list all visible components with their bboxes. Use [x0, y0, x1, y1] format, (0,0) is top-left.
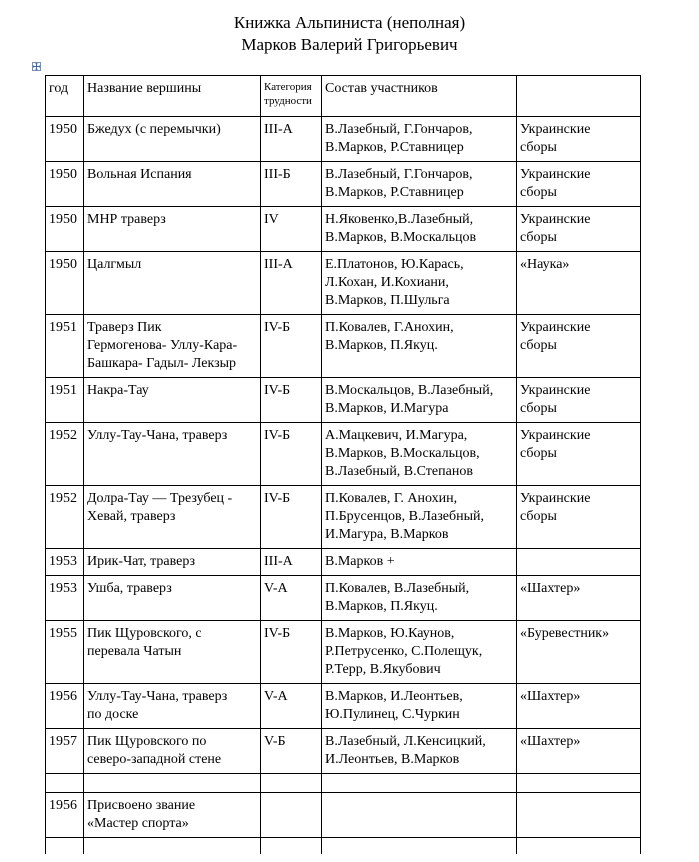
- table-row: [46, 684, 641, 729]
- cell-org-line: Украинские: [520, 383, 591, 398]
- cell-peak: [84, 684, 261, 729]
- table-row: [46, 423, 641, 486]
- cell-peak: [84, 486, 261, 549]
- cell-team-line: В.Марков, В.Москальцов: [325, 230, 477, 245]
- cell-org-line: сборы: [520, 230, 557, 245]
- document-title: Книжка Альпиниста (неполная): [233, 13, 466, 32]
- table-row: [46, 621, 641, 684]
- cell-peak-line: Хевай, траверз: [87, 509, 176, 524]
- table-row: [46, 486, 641, 549]
- cell-team-line: В.Лазебный, В.Степанов: [325, 464, 473, 479]
- award-text-line: «Мастер спорта»: [87, 816, 189, 831]
- cell-org-line: Украинские: [520, 212, 591, 227]
- cell-peak-line: Гермогенова- Уллу-Кара-: [87, 338, 238, 353]
- trailing-row: [46, 838, 641, 855]
- cell-org: [517, 423, 641, 486]
- cell-team-line: В.Лазебный, Л.Кенсицкий,: [325, 734, 486, 749]
- cell-peak-line: Долра-Тау — Трезубец -: [87, 491, 233, 506]
- cell-org-line: Украинские: [520, 428, 591, 443]
- cell-org: [517, 315, 641, 378]
- cell-peak: [84, 162, 261, 207]
- empty-cell: [46, 774, 84, 793]
- cell-team: [322, 684, 517, 729]
- cell-peak: [84, 549, 261, 576]
- cell-peak-line: Пик Щуровского по: [87, 734, 207, 749]
- award-text-line: Присвоено звание: [87, 798, 196, 813]
- cell-category: III-А: [261, 252, 322, 315]
- empty-cell: [261, 838, 322, 855]
- cell-org-line: сборы: [520, 401, 557, 416]
- cell-org-line: «Шахтер»: [520, 581, 581, 596]
- cell-year: 1953: [46, 576, 84, 621]
- table-row: [46, 162, 641, 207]
- cell-team: [322, 423, 517, 486]
- cell-org: [517, 378, 641, 423]
- cell-org: [517, 549, 641, 576]
- empty-cell: [517, 774, 641, 793]
- cell-peak: [84, 621, 261, 684]
- cell-org-line: Украинские: [520, 167, 591, 182]
- cell-org-line: «Шахтер»: [520, 689, 581, 704]
- cell-team-line: В.Марков, Р.Ставницер: [325, 140, 464, 155]
- cell-team-line: В.Марков, П.Якуц.: [325, 599, 438, 614]
- empty-cell: [84, 774, 261, 793]
- cell-team: [322, 162, 517, 207]
- cell-org: [517, 486, 641, 549]
- cell-category: IV-Б: [261, 486, 322, 549]
- cell-org-line: Украинские: [520, 320, 591, 335]
- cell-team-line: Л.Кохан, И.Кохиани,: [325, 275, 449, 290]
- table-row: [46, 207, 641, 252]
- cell-org-line: Украинские: [520, 491, 591, 506]
- cell-peak-line: МНР траверз: [87, 212, 166, 227]
- cell-year: 1955: [46, 621, 84, 684]
- climbing-log-table: [45, 75, 641, 854]
- header-peak: Название вершины: [84, 76, 261, 117]
- cell-org: [517, 729, 641, 774]
- empty-cell: [322, 838, 517, 855]
- cell-team: [322, 486, 517, 549]
- cell-team-line: А.Мацкевич, И.Магура,: [325, 428, 468, 443]
- cell-team-line: П.Брусенцов, В.Лазебный,: [325, 509, 484, 524]
- empty-cell: [261, 774, 322, 793]
- header-category-line1: Категория: [264, 81, 312, 93]
- cell-peak: [84, 315, 261, 378]
- cell-year: 1957: [46, 729, 84, 774]
- cell-year: 1950: [46, 162, 84, 207]
- cell-peak-line: Пик Щуровского, с: [87, 626, 202, 641]
- cell-team-line: И.Магура, В.Марков: [325, 527, 449, 542]
- cell-org: [517, 684, 641, 729]
- empty-cell: [84, 838, 261, 855]
- empty-row: [46, 774, 641, 793]
- empty-cell: [261, 793, 322, 838]
- cell-org-line: «Шахтер»: [520, 734, 581, 749]
- cell-org-line: сборы: [520, 140, 557, 155]
- table-row: [46, 729, 641, 774]
- cell-team: [322, 315, 517, 378]
- cell-year: 1950: [46, 117, 84, 162]
- cell-year: 1952: [46, 486, 84, 549]
- empty-cell: [322, 793, 517, 838]
- cell-category: IV: [261, 207, 322, 252]
- cell-team-line: В.Марков, Р.Ставницер: [325, 185, 464, 200]
- empty-cell: [517, 793, 641, 838]
- cell-org-line: «Наука»: [520, 257, 570, 272]
- cell-team: [322, 117, 517, 162]
- document-subtitle: Марков Валерий Григорьевич: [241, 35, 458, 54]
- cell-team-line: И.Леонтьев, В.Марков: [325, 752, 460, 767]
- cell-peak-line: Уллу-Тау-Чана, траверз: [87, 428, 228, 443]
- cell-year: 1953: [46, 549, 84, 576]
- cell-category: IV-Б: [261, 378, 322, 423]
- cell-year: 1950: [46, 207, 84, 252]
- cell-team-line: Ю.Пулинец, С.Чуркин: [325, 707, 460, 722]
- cell-year: 1952: [46, 423, 84, 486]
- document-header: [0, 12, 699, 56]
- cell-team: [322, 729, 517, 774]
- cell-category: V-Б: [261, 729, 322, 774]
- cell-category: V-А: [261, 576, 322, 621]
- cell-org: [517, 162, 641, 207]
- cell-category: IV-Б: [261, 315, 322, 378]
- cell-peak-line: Траверз Пик: [87, 320, 162, 335]
- cell-category: III-А: [261, 549, 322, 576]
- cell-peak-line: Ирик-Чат, траверз: [87, 554, 196, 569]
- cell-team-line: В.Марков, И.Леонтьев,: [325, 689, 463, 704]
- cell-category: III-А: [261, 117, 322, 162]
- cell-team: [322, 621, 517, 684]
- cell-peak: [84, 252, 261, 315]
- cell-team-line: В.Лазебный, Г.Гончаров,: [325, 122, 473, 137]
- cell-org-line: сборы: [520, 185, 557, 200]
- cell-peak: [84, 117, 261, 162]
- header-year: год: [46, 76, 84, 117]
- empty-cell: [517, 838, 641, 855]
- header-category-line2: трудности: [264, 95, 312, 107]
- cell-peak-line: Цалгмыл: [87, 257, 142, 272]
- table-move-handle-icon[interactable]: [32, 62, 41, 71]
- cell-team-line: В.Марков, Ю.Каунов,: [325, 626, 455, 641]
- cell-peak: [84, 576, 261, 621]
- cell-org-line: сборы: [520, 338, 557, 353]
- header-category: [261, 76, 322, 117]
- table-row: [46, 315, 641, 378]
- table-row: [46, 576, 641, 621]
- cell-org: [517, 252, 641, 315]
- cell-peak-line: Уллу-Тау-Чана, траверз: [87, 689, 228, 704]
- cell-team: [322, 378, 517, 423]
- header-team: Состав участников: [322, 76, 517, 117]
- cell-org-line: сборы: [520, 446, 557, 461]
- empty-cell: [46, 838, 84, 855]
- cell-category: III-Б: [261, 162, 322, 207]
- cell-org: [517, 576, 641, 621]
- cell-peak-line: северо-западной стене: [87, 752, 222, 767]
- cell-team-line: П.Ковалев, Г. Анохин,: [325, 491, 458, 506]
- cell-team-line: Е.Платонов, Ю.Карась,: [325, 257, 464, 272]
- cell-team-line: В.Марков, И.Магура: [325, 401, 449, 416]
- cell-peak: [84, 423, 261, 486]
- cell-peak-line: Ушба, траверз: [87, 581, 172, 596]
- cell-team-line: В.Марков, В.Москальцов,: [325, 446, 480, 461]
- cell-org-line: сборы: [520, 509, 557, 524]
- cell-peak-line: по доске: [87, 707, 139, 722]
- cell-peak: [84, 729, 261, 774]
- cell-team-line: В.Марков, П.Шульга: [325, 293, 450, 308]
- cell-peak-line: Башкара- Гадыл- Лекзыр: [87, 356, 237, 371]
- cell-year: 1950: [46, 252, 84, 315]
- table-row: [46, 117, 641, 162]
- award-text: [84, 793, 261, 838]
- cell-team-line: В.Москальцов, В.Лазебный,: [325, 383, 494, 398]
- cell-org-line: «Буревестник»: [520, 626, 610, 641]
- cell-team-line: Р.Терр, В.Якубович: [325, 662, 441, 677]
- award-year: 1956: [46, 793, 84, 838]
- table-row: [46, 378, 641, 423]
- cell-team-line: П.Ковалев, Г.Анохин,: [325, 320, 454, 335]
- cell-peak: [84, 378, 261, 423]
- cell-team-line: В.Марков, П.Якуц.: [325, 338, 438, 353]
- cell-peak-line: Накра-Тау: [87, 383, 149, 398]
- cell-team-line: П.Ковалев, В.Лазебный,: [325, 581, 470, 596]
- cell-team-line: В.Лазебный, Г.Гончаров,: [325, 167, 473, 182]
- cell-team: [322, 549, 517, 576]
- cell-year: 1951: [46, 378, 84, 423]
- cell-org: [517, 621, 641, 684]
- cell-org-line: Украинские: [520, 122, 591, 137]
- cell-year: 1956: [46, 684, 84, 729]
- award-row: [46, 793, 641, 838]
- cell-team-line: В.Марков +: [325, 554, 395, 569]
- empty-cell: [322, 774, 517, 793]
- cell-year: 1951: [46, 315, 84, 378]
- cell-peak-line: Бжедух (с перемычки): [87, 122, 221, 137]
- table-header-row: [46, 76, 641, 117]
- cell-category: V-А: [261, 684, 322, 729]
- table-body: [46, 117, 641, 855]
- cell-peak-line: Вольная Испания: [87, 167, 192, 182]
- cell-peak-line: перевала Чатын: [87, 644, 182, 659]
- cell-org: [517, 207, 641, 252]
- cell-category: IV-Б: [261, 621, 322, 684]
- cell-peak: [84, 207, 261, 252]
- cell-team: [322, 207, 517, 252]
- cell-team: [322, 252, 517, 315]
- cell-team: [322, 576, 517, 621]
- cell-org: [517, 117, 641, 162]
- header-org: [517, 76, 641, 117]
- cell-team-line: Р.Петрусенко, С.Полещук,: [325, 644, 483, 659]
- table-row: [46, 252, 641, 315]
- cell-category: IV-Б: [261, 423, 322, 486]
- cell-team-line: Н.Яковенко,В.Лазебный,: [325, 212, 474, 227]
- table-row: [46, 549, 641, 576]
